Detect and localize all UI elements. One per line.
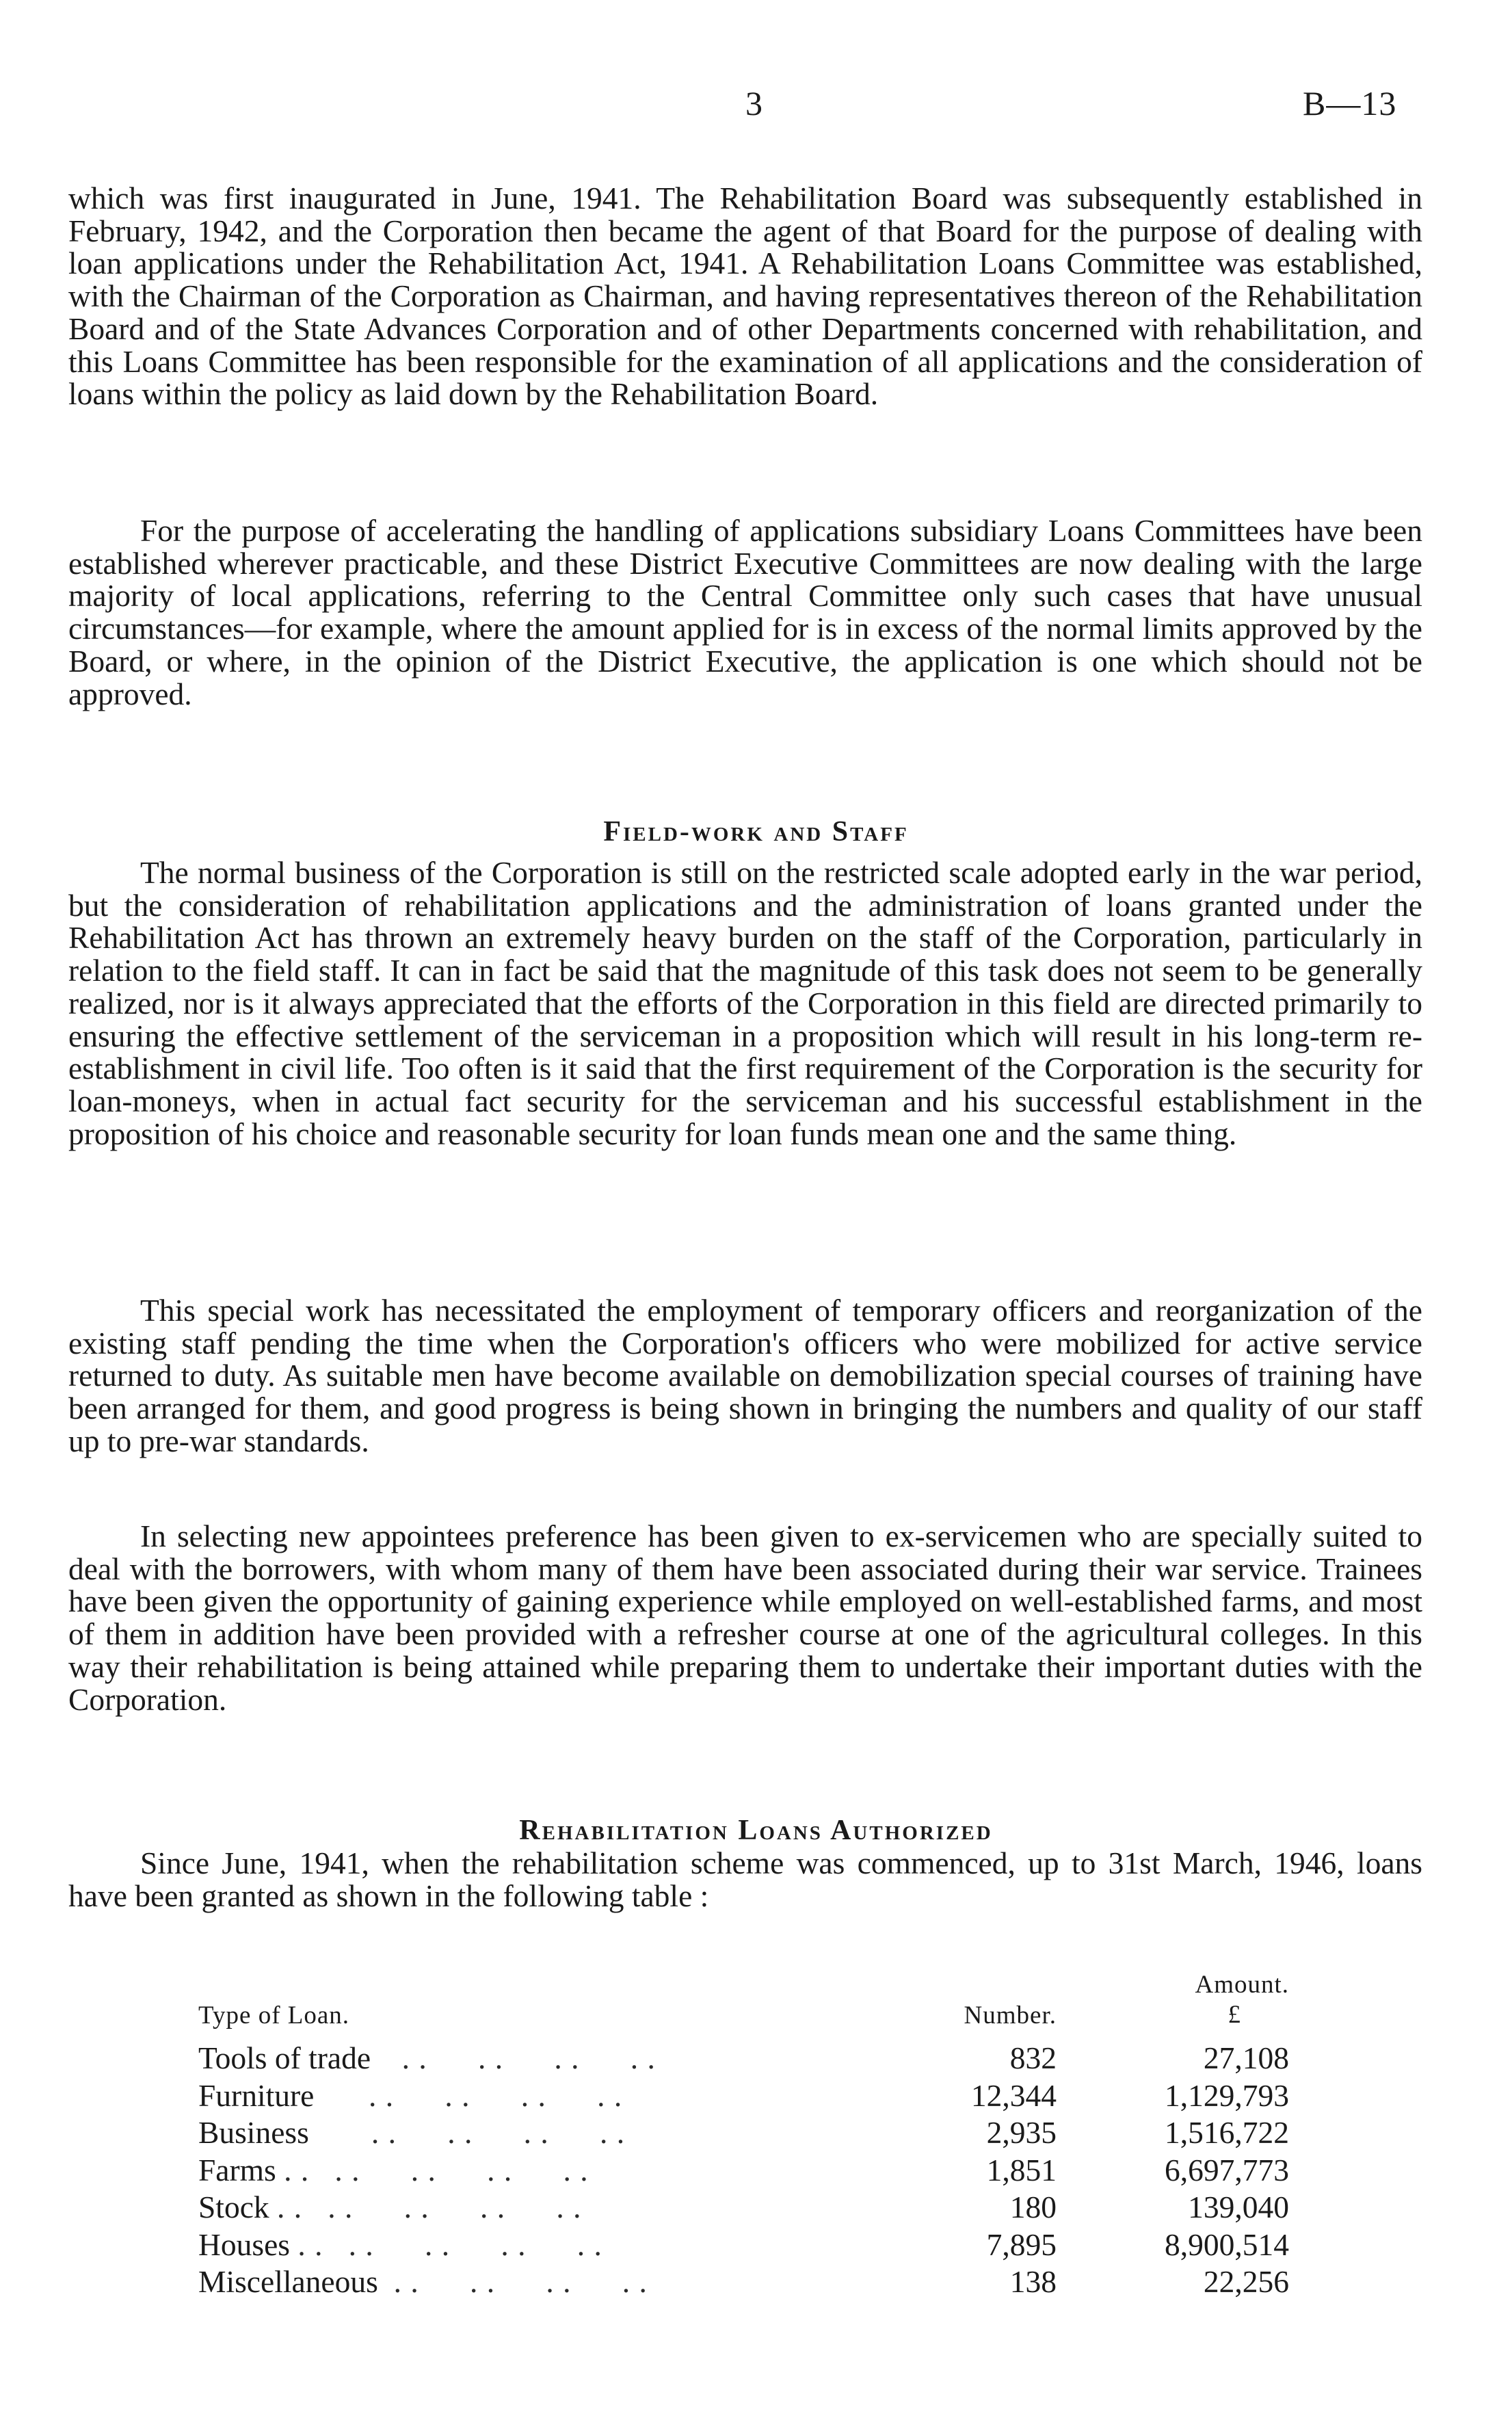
column-header-type: Type of Loan. [198, 2001, 350, 2029]
loan-type: Farms [198, 2152, 276, 2187]
column-header-amount [1057, 1970, 1289, 2040]
loan-amount: 1,129,793 [1165, 2077, 1289, 2113]
loan-number: 138 [1009, 2264, 1057, 2299]
paragraph-rehabilitation-board: which was first inaugurated in June, 1941. The Rehabilitation Board was subsequently established in February, 1942, and the Corporation then became the agent of that Board for the purpose of dealing with loan applications under the Rehabilitation Act, 1941. A Rehabilitation Loans Committee was established, with the Chairman of the Corporation as Chairman, and having representatives thereon of the Rehabilitation Board and of the State Advances Corporation and of other Departments concerned with rehabilitation, and this Loans Committee has been responsible for the examination of all applications and the consideration of loans within the policy as laid down by the Rehabilitation Board. [68, 181, 1422, 412]
dot-leader: . . . . . . . . [371, 2115, 626, 2150]
loan-type: Business [198, 2115, 309, 2150]
paragraph-loans-intro: Since June, 1941, when the rehabilitation scheme was commenced, up to 31st March, 1946, loans have been granted as shown in the following table : [68, 1845, 1422, 1913]
loan-type: Stock [198, 2190, 269, 2224]
dot-leader: . . . . . . . . [401, 2040, 656, 2075]
table-header-row [198, 1970, 1289, 2040]
page-reference: B—13 [1303, 84, 1397, 122]
column-header-amount-unit: £ [1228, 2001, 1241, 2029]
table-row [198, 2040, 1289, 2077]
row-type-cell [198, 2189, 916, 2226]
loan-number: 832 [1009, 2040, 1057, 2075]
table-row [198, 2077, 1289, 2115]
table-row [198, 2189, 1289, 2226]
loan-amount: 1,516,722 [1165, 2115, 1289, 2150]
table-row [198, 2263, 1289, 2301]
row-type-cell [198, 2263, 916, 2301]
dot-leader: . . . . . . . . . . [297, 2226, 602, 2262]
paragraph-district-committees: For the purpose of accelerating the handling of applications subsidiary Loans Committees have been established wherever practicable, and these District Executive Committees are now dealing with the large majority of local applications, referring to the Central Committee only such cases that have unusual circumstances—for example, where the amount applied for is in excess of the normal limits approved by the Board, or where, in the opinion of the District Executive, the application is one which should not be approved. [68, 513, 1422, 711]
loan-amount: 8,900,514 [1165, 2226, 1289, 2262]
loan-amount: 22,256 [1203, 2264, 1289, 2299]
page-number: 3 [745, 84, 762, 122]
dot-leader: . . . . . . . . . . [277, 2190, 582, 2224]
loan-type: Furniture [198, 2077, 315, 2113]
heading-field-work-and-staff: Field-work and Staff [603, 816, 909, 847]
row-type-cell [198, 2226, 916, 2264]
loan-number: 2,935 [986, 2115, 1057, 2150]
column-header-amount-label: Amount. [1195, 1971, 1289, 1999]
paragraph-special-work: This special work has necessitated the employment of temporary officers and reorganization of the existing staff pending the time when the Corporation's officers who were mobilized for active service returned to duty. As suitable men have become available on demobilization special courses of training have been arranged for them, and good progress is being shown in bringing the numbers and quality of our staff up to pre-war standards. [68, 1293, 1422, 1458]
loan-number: 1,851 [986, 2152, 1057, 2187]
loan-number: 12,344 [970, 2077, 1057, 2113]
loans-table [198, 1970, 1289, 2301]
row-type-cell [198, 2040, 916, 2077]
dot-leader: . . . . . . . . [393, 2264, 648, 2299]
table-row [198, 2152, 1289, 2190]
table-row [198, 2114, 1289, 2152]
loan-number: 7,895 [986, 2226, 1057, 2262]
loan-number: 180 [1009, 2190, 1057, 2224]
paragraph-selecting-appointees: In selecting new appointees preference has been given to ex-servicemen who are specially suited to deal with the borrowers, with whom many of them have been associated during their war service. Trainees have been given the opportunity of gaining experience while employed on well-established farms, and most of them in addition have been provided with a refresher course at one of the agricultural colleges. In this way their rehabilitation is being attained while preparing them to undertake their important duties with the Corporation. [68, 1519, 1422, 1717]
row-type-cell [198, 2114, 916, 2152]
loan-type: Tools of trade [198, 2040, 371, 2075]
heading-rehabilitation-loans-authorized: Rehabilitation Loans Authorized [519, 1815, 993, 1846]
paragraph-normal-business: The normal business of the Corporation is still on the restricted scale adopted early in the war period, but the consideration of rehabilitation applications and the administration of loans granted under the Rehabilitation Act has thrown an extremely heavy burden on the staff of the Corporation, particularly in relation to the field staff. It can in fact be said that the magnitude of this task does not seem to be generally realized, nor is it always appreciated that the efforts of the Corporation in this field are directed primarily to ensuring the effective settlement of the serviceman in a proposition which will result in his long-term re-establishment in civil life. Too often is it said that the first requirement of the Corporation is the security for loan-moneys, when in actual fact security for the serviceman and his successful establishment in the proposition of his choice and reasonable security for loan funds mean one and the same thing. [68, 855, 1422, 1151]
row-type-cell [198, 2077, 916, 2115]
dot-leader: . . . . . . . . [368, 2077, 623, 2113]
loan-amount: 139,040 [1188, 2190, 1289, 2224]
table-row [198, 2226, 1289, 2264]
dot-leader: . . . . . . . . . . [284, 2152, 589, 2187]
row-type-cell [198, 2152, 916, 2190]
column-header-number: Number. [964, 2001, 1057, 2029]
loan-amount: 6,697,773 [1165, 2152, 1289, 2187]
loan-amount: 27,108 [1203, 2040, 1289, 2075]
loan-type: Miscellaneous [198, 2264, 378, 2299]
loan-type: Houses [198, 2226, 290, 2262]
